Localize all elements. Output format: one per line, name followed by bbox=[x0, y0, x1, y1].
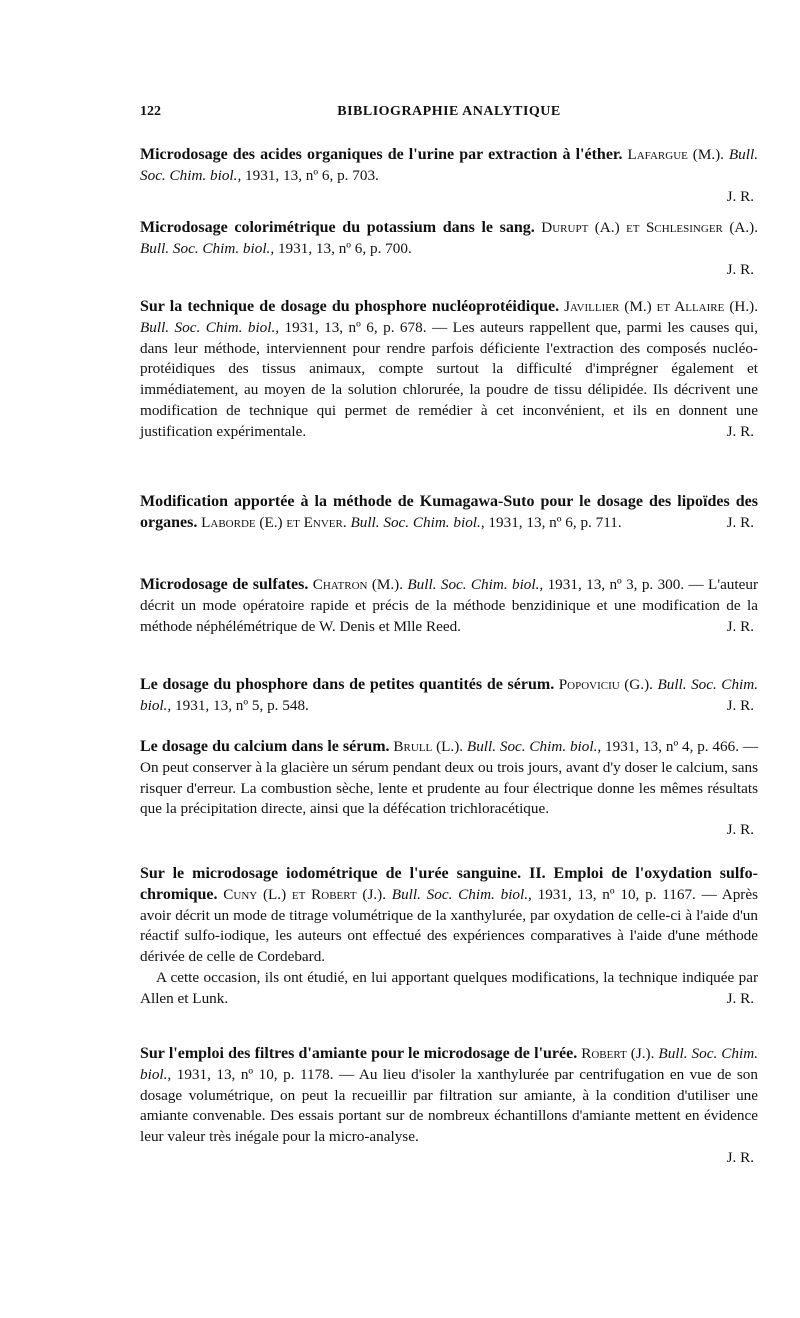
entry-title: Microdosage des acides organiques de l'urine par extraction à l'éther. bbox=[140, 146, 623, 163]
entry-author: Chatron (M.). bbox=[312, 576, 404, 593]
entry-citation: Bull. Soc. Chim. biol., bbox=[466, 738, 602, 755]
bibliography-entry bbox=[140, 575, 758, 637]
entry-signature: J. R. bbox=[726, 696, 754, 714]
running-head: BIBLIOGRAPHIE ANALYTIQUE bbox=[337, 104, 561, 119]
entry-abstract: — Après avoir décrit un mode de titrage volumétrique de la xanthylurée, par oxydation de celle-ci à l'aide d'un réactif sulfo-iodique, les auteurs ont effectué des expériences comparatives à l'aide d'une méthode dérivée de celle de Cordebard. bbox=[140, 885, 759, 966]
bibliography-entry bbox=[140, 145, 758, 207]
bibliography-entry bbox=[140, 737, 758, 841]
entry-author: Robert (J.). bbox=[581, 1045, 655, 1062]
entry-signature: J. R. bbox=[726, 1148, 754, 1166]
entry-citation: Bull. Soc. Chim. biol., bbox=[391, 885, 532, 903]
bibliography-entry bbox=[140, 297, 758, 443]
entry-citation: Bull. Soc. Chim. biol., bbox=[140, 318, 280, 336]
entry-signature: J. R. bbox=[726, 422, 754, 440]
entry-author: Lafargue (M.). bbox=[627, 146, 724, 163]
entry-signature: J. R. bbox=[726, 821, 754, 839]
page-number: 122 bbox=[140, 104, 161, 119]
entry-signature: J. R. bbox=[726, 617, 754, 635]
bibliography-entry bbox=[140, 864, 758, 1010]
bibliography-entry bbox=[140, 492, 758, 534]
page-header bbox=[140, 104, 758, 126]
entry-reference: 1931, 13, nº 6, p. 703. bbox=[245, 166, 379, 184]
entry-author: Cuny (L.) et Robert (J.). bbox=[223, 885, 387, 903]
entry-abstract: — Au lieu d'isoler la xanthylurée par centrifugation en vue de son dosage volumétrique, on peut la recueillir par filtration sur amiante, à la condition d'utiliser une amiante convenable. Des essais portant sur de nombreux échantillons d'amiante mettent en évidence leur valeur très inégale pour la micro-analyse. bbox=[140, 1065, 758, 1146]
entry-signature: J. R. bbox=[726, 260, 754, 278]
entry-citation: Bull. Soc. Chim. biol., bbox=[407, 576, 544, 593]
entry-citation: Bull. Soc. Chim. biol., bbox=[140, 146, 758, 184]
entry-abstract: — Les auteurs rappellent que, parmi les causes qui, dans leur méthode, interviennent pour rendre parfois déficiente l'extraction des composés nucléo-protéidiques des tissus animaux, compte surtout la difficulté d'imprégner également et immédiatement, au moyen de la solution chlorurée, la poudre de tissu délipidée. Ils décrivent une modification de technique qui permet de remédier à cet inconvénient, et ils en donnent une justification expérimentale. bbox=[140, 318, 758, 440]
entry-reference: 1931, 13, nº 6, p. 700. bbox=[277, 239, 412, 257]
entry-abstract: — L'auteur décrit un mode opératoire rapide et précis de la méthode benzidinique et une modification de la méthode néphélémétrique de W. Denis et Mlle Reed. bbox=[140, 576, 759, 635]
entry-title: Sur le microdosage iodométrique de l'urée sanguine. II. Emploi de l'oxydation sulfo-chromique. bbox=[140, 865, 758, 903]
entry-reference: 1931, 13, nº 5, p. 548. bbox=[175, 696, 309, 714]
entry-reference: 1931, 13, nº 3, p. 300. bbox=[547, 576, 685, 593]
bibliography-entry bbox=[140, 1044, 758, 1169]
entry-citation: Bull. Soc. Chim. biol., bbox=[350, 513, 485, 531]
entry-title: Le dosage du phosphore dans de petites quantités de sérum. bbox=[140, 676, 555, 693]
entry-title: Sur la technique de dosage du phosphore nucléoprotéidique. bbox=[140, 298, 560, 315]
entry-signature: J. R. bbox=[726, 513, 754, 531]
entry-reference: 1931, 13, nº 10, p. 1178. bbox=[176, 1065, 334, 1083]
entry-title: Sur l'emploi des filtres d'amiante pour le microdosage de l'urée. bbox=[140, 1045, 578, 1062]
entry-reference: 1931, 13, nº 10, p. 1167. bbox=[537, 885, 696, 903]
entry-title: Microdosage de sulfates. bbox=[140, 576, 309, 593]
entry-signature: J. R. bbox=[726, 989, 754, 1007]
entry-title: Modification apportée à la méthode de Kumagawa-Suto pour le dosage des lipoïdes des organes. bbox=[140, 493, 758, 531]
entry-author: Durupt (A.) et Schlesinger (A.). bbox=[541, 219, 759, 236]
entry-abstract: — On peut conserver à la glacière un sérum pendant deux ou trois jours, avant d'y doser le calcium, sans risquer d'erreur. La combustion sèche, lente et prudente au four électrique donne les mêmes résultats que la précipitation directe, ainsi que la défécation trichloracétique. bbox=[140, 738, 759, 818]
entry-citation: Bull. Soc. Chim. biol., bbox=[140, 239, 275, 257]
entry-reference: 1931, 13, nº 6, p. 711. bbox=[488, 513, 622, 531]
entry-author: Laborde (E.) et Enver. bbox=[201, 513, 347, 531]
entry-signature: J. R. bbox=[726, 187, 754, 205]
entry-reference: 1931, 13, nº 6, p. 678. bbox=[284, 318, 427, 336]
entry-title: Microdosage colorimétrique du potassium dans le sang. bbox=[140, 219, 535, 236]
entry-citation: Bull. Soc. Chim. biol., bbox=[140, 676, 759, 714]
bibliography-entry bbox=[140, 675, 758, 717]
entry-reference: 1931, 13, nº 4, p. 466. bbox=[605, 738, 740, 755]
entry-citation: Bull. Soc. Chim. biol., bbox=[140, 1045, 758, 1083]
entry-title: Le dosage du calcium dans le sérum. bbox=[140, 738, 390, 755]
entry-author: Brull (L.). bbox=[393, 738, 464, 755]
entry-author: Popoviciu (G.). bbox=[558, 676, 653, 693]
bibliography-entry bbox=[140, 218, 758, 280]
entry-author: Javillier (M.) et Allaire (H.). bbox=[564, 298, 759, 315]
entry-abstract-continued: A cette occasion, ils ont étudié, en lui apportant quelques modifications, la technique indiquée par Allen et Lunk. bbox=[140, 968, 758, 1007]
